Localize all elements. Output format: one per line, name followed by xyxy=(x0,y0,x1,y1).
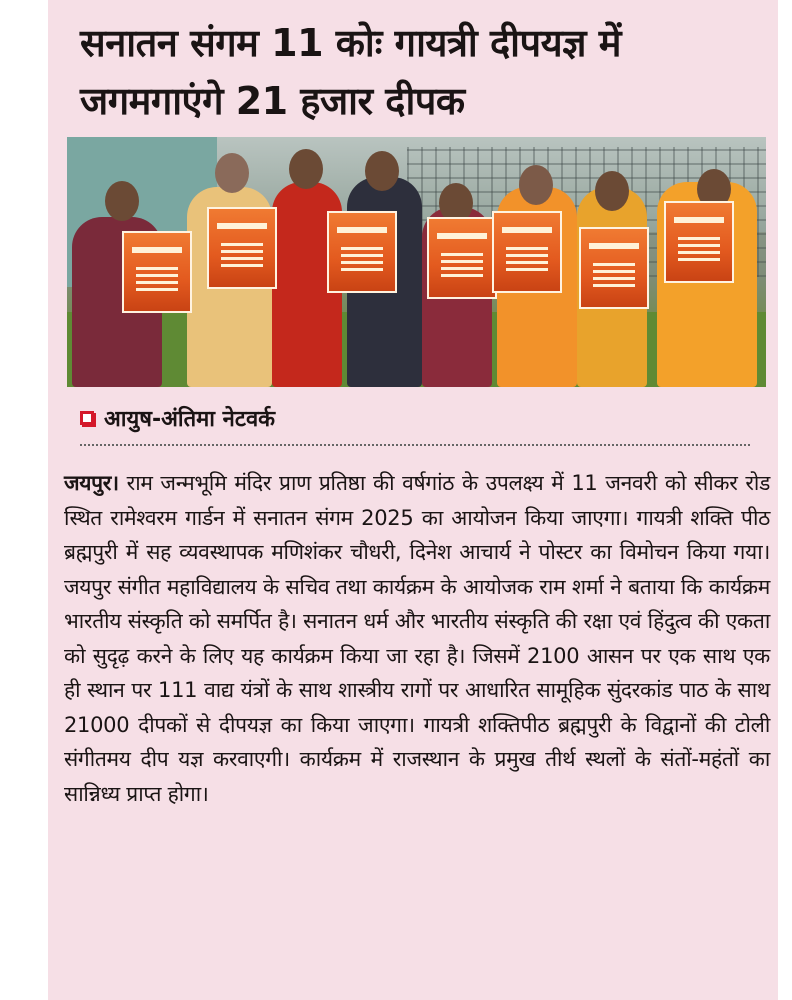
photo-person-head xyxy=(595,171,629,211)
event-poster xyxy=(122,231,192,313)
red-square-bullet-icon xyxy=(80,411,94,425)
photo-person-head xyxy=(215,153,249,193)
photo-person-head xyxy=(519,165,553,205)
dotted-divider xyxy=(80,444,750,446)
event-poster xyxy=(664,201,734,283)
article-photo xyxy=(67,137,766,387)
article-body xyxy=(64,466,770,811)
event-poster xyxy=(492,211,562,293)
event-poster xyxy=(327,211,397,293)
byline xyxy=(80,402,275,434)
article-headline: सनातन संगम 11 कोः गायत्री दीपयज्ञ में जगमगाएंगे 21 हजार दीपक xyxy=(80,21,621,123)
event-poster xyxy=(579,227,649,309)
photo-person-head xyxy=(365,151,399,191)
byline-text: आयुष-अंतिमा नेटवर्क xyxy=(104,407,276,432)
photo-person-head xyxy=(289,149,323,189)
photo-person-head xyxy=(105,181,139,221)
next-article-headline-cropped xyxy=(64,985,764,1000)
event-poster xyxy=(427,217,497,299)
article-body-text: राम जन्मभूमि मंदिर प्राण प्रतिष्ठा की वर्षगांठ के उपलक्ष्य में 11 जनवरी को सीकर रोड स्थित रामेश्वरम गार्डन में सनातन संगम 2025 का आयोजन किया जाएगा। गायत्री शक्ति पीठ ब्रह्मपुरी में सह व्यवस्थापक मणिशंकर चौधरी, दिनेश आचार्य ने पोस्टर का विमोचन किया गया। जयपुर संगीत महाविद्यालय के सचिव तथा कार्यक्रम के आयोजक राम शर्मा ने बताया कि कार्यक्रम भारतीय संस्कृति को समर्पित है। सनातन धर्म और भारतीय संस्कृति की रक्षा एवं हिंदुत्व की एकता को सुदृढ़ करने के लिए यह कार्यक्रम किया जा रहा है। जिसमें 2100 आसन पर एक साथ एक ही स्थान पर 111 वाद्य यंत्रों के साथ शास्त्रीय रागों पर आधारित सामूहिक सुंदरकांड पाठ के साथ 21000 दीपकों से दीपयज्ञ का किया जाएगा। गायत्री शक्तिपीठ ब्रह्मपुरी के विद्वानों की टोली संगीतमय दीप यज्ञ करवाएगी। कार्यक्रम में राजस्थान के प्रमुख तीर्थ स्थलों के संतों-महंतों का सान्निध्य प्राप्त होगा। xyxy=(64,471,770,806)
dateline: जयपुर। xyxy=(64,471,119,495)
event-poster xyxy=(207,207,277,289)
